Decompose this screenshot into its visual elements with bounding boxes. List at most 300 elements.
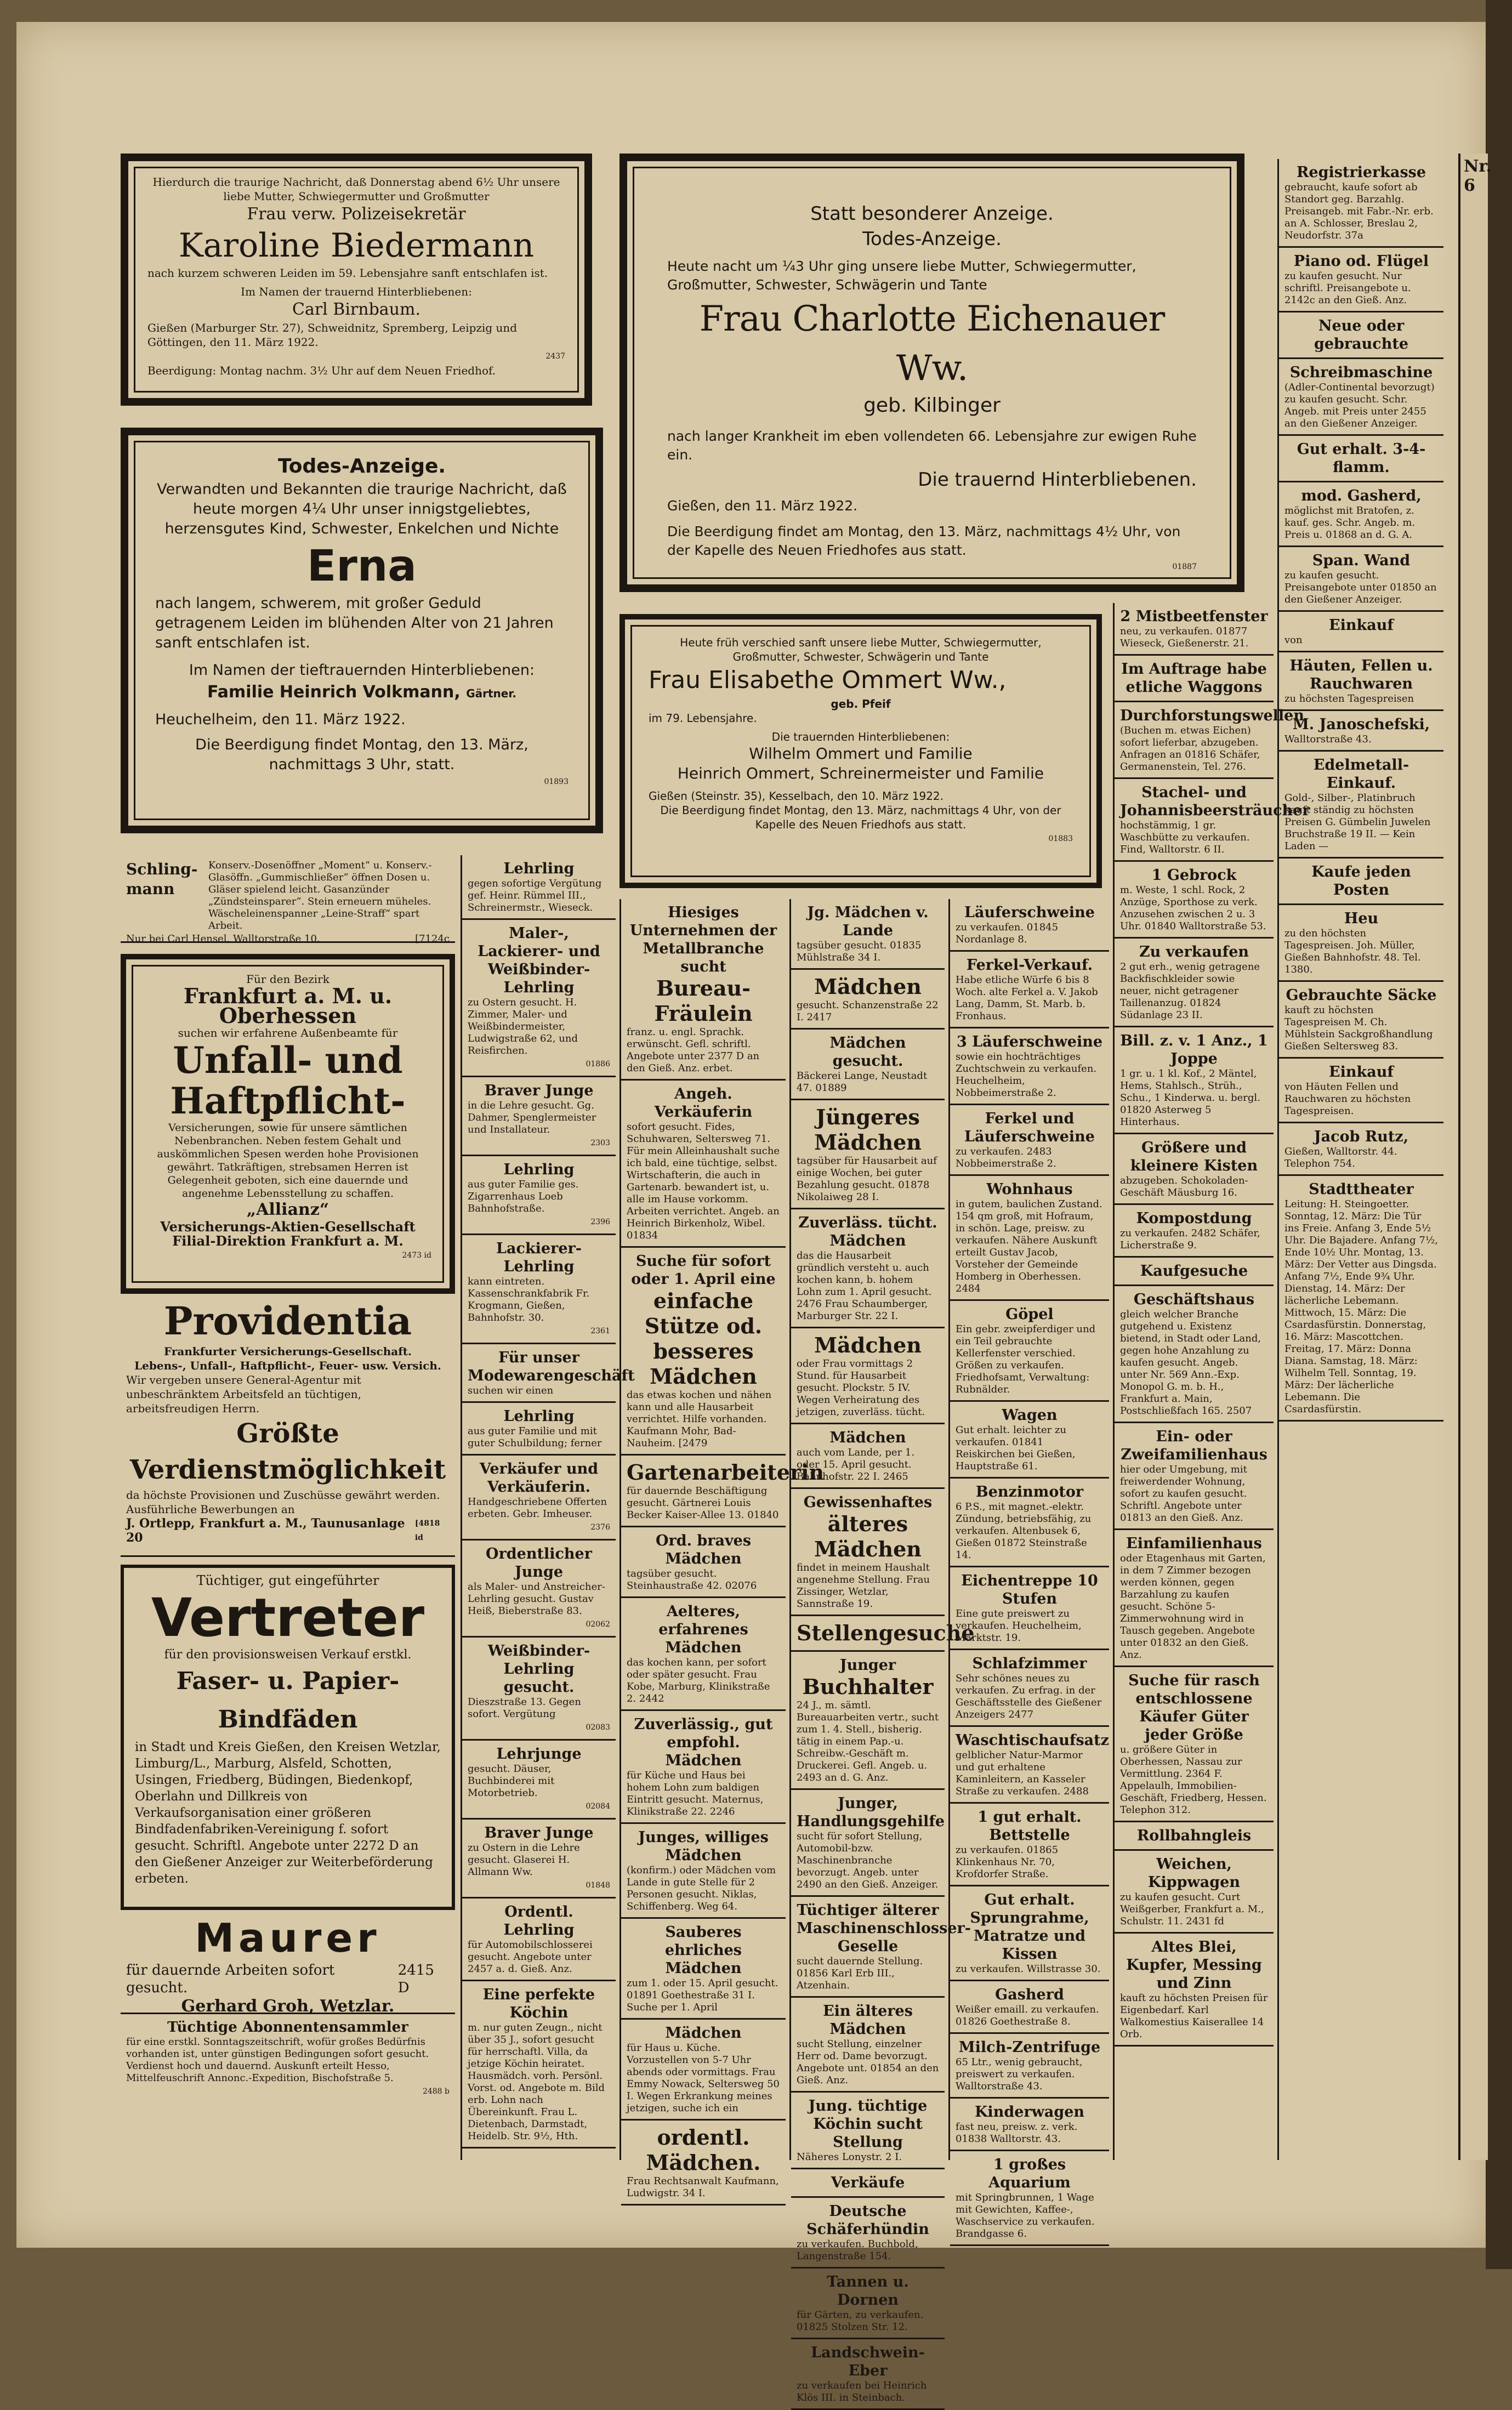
ad-head: Schling-mann xyxy=(126,860,198,898)
ad-head: Piano od. Flügel xyxy=(1293,253,1429,270)
ad-head: Jung. tüchtige Köchin sucht Stellung xyxy=(808,2098,928,2151)
classified-ad xyxy=(1115,702,1304,779)
ad-text: Weißer emaill. zu verkaufen. 01826 Goethestraße 8. xyxy=(956,2004,1099,2027)
classified-ad xyxy=(950,952,1109,1028)
classified-ad xyxy=(791,2169,945,2198)
classified-ad xyxy=(621,1711,786,1824)
classified-ad xyxy=(1279,482,1443,547)
ad-head: Gewissenhaftes xyxy=(803,1494,933,1511)
classified-ad xyxy=(621,1527,786,1598)
ad-big: Vertreter xyxy=(151,1587,425,1649)
ad-code: 01848 xyxy=(586,1881,610,1890)
ad-title: Tüchtige Abonnentensammler xyxy=(167,2019,408,2036)
ad-big: Stellengesuche xyxy=(797,1621,975,1645)
ad-text: tagsüber für Hausarbeit auf einige Wochen, bei guter Bezahlung gesucht. 01878 Nikolaiweg 28 I. xyxy=(797,1155,937,1203)
ad-head: Suche für rasch entschlossene Käufer Güter jeder Größe xyxy=(1128,1672,1260,1743)
ad-text: das etwas kochen und nähen kann und alle Hausarbeit verrichtet. Hilfe vorhanden. Kaufmann Mohr, Bad-Nauheim. [2479 xyxy=(627,1389,772,1449)
classified-ad xyxy=(1115,1822,1274,1851)
ad-text: zu verkaufen bei Heinrich Klös III. in Steinbach. xyxy=(797,2380,927,2403)
ad-head: Ein- oder Zweifamilienhaus xyxy=(1121,1428,1267,1463)
ad-big1: Unfall- und xyxy=(173,1039,403,1082)
ad-head: 1 großes Aquarium xyxy=(988,2156,1071,2191)
ad-head: Gasherd xyxy=(995,1986,1064,2003)
ad-head: Eine perfekte Köchin xyxy=(482,1986,595,2021)
classified-ad xyxy=(950,2151,1109,2246)
classified-ad xyxy=(791,899,945,970)
ad-head: Benzinmotor xyxy=(975,1483,1084,1500)
ad-text: m. nur guten Zeugn., nicht über 35 J., sofort gesucht für herrschaftl. Villa, da jetzige Köchin heiratet. Hausmädch. vorh. Persönl. Vorst. od. Angebote m. Bild erb. Lohn nach Übereinkunft. Frau L. Dietenbach, Darmstadt, Heidelb. Str. 9½, Hth. xyxy=(468,2022,605,2142)
ad-head: 2 Mistbeetfenster xyxy=(1120,608,1268,625)
notice-age: im 79. Lebensjahre. xyxy=(649,712,757,725)
ad-text: findet in meinem Haushalt angenehme Stellung. Frau Zissinger, Wetzlar, Sannstraße 19. xyxy=(797,1562,930,1610)
notice-name: Frau Charlotte Eichenauer Ww. xyxy=(699,299,1165,389)
classified-ad xyxy=(791,1616,975,1652)
ad-head: Kaufgesuche xyxy=(1140,1263,1248,1280)
ad-big: Bureau-Fräulein xyxy=(654,976,753,1026)
ad-code: 02084 xyxy=(586,1802,610,1811)
ad-head: Suche für sofort oder 1. April eine xyxy=(631,1253,776,1288)
ad-code: 2473 id xyxy=(402,1251,431,1260)
classified-ad xyxy=(791,1998,945,2093)
ad-text: für eine erstkl. Sonntagszeitschrift, wofür großes Bedürfnis vorhanden ist, unter günstigen Bedingungen sofort gesucht. Verdienst hoch und dauernd. Auskunft erteilt Hesso, Mittelfeuschrift Annonc.-Expedition, Bischofstraße 5. xyxy=(126,2036,429,2084)
classified-ad xyxy=(1115,779,1310,862)
ad-head: Mädchen gesucht. xyxy=(829,1035,906,1070)
ad-text: von Häuten Fellen und Rauchwaren zu höchsten Tagespreisen. xyxy=(1284,1081,1411,1117)
ad-text: zu verkaufen. 2482 Schäfer, Licherstraße 9. xyxy=(1120,1227,1260,1251)
ad-text: Gold-, Silber-, Platinbruch kauft ständig zu höchsten Preisen G. Gümbelin Juwelen Bruchstraße 19 II. — Kein Laden — xyxy=(1284,792,1431,852)
page-edge xyxy=(1486,0,1512,2269)
classified-ad xyxy=(1279,905,1443,982)
notice-funeral: Die Beerdigung findet am Montag, den 13. März, nachmittags 4½ Uhr, von der Kapelle des Neuen Friedhofes aus statt. xyxy=(667,524,1181,558)
ad-text: Handgeschriebene Offerten erbeten. Gebr. Imheuser. xyxy=(468,1496,607,1520)
ad-text: das kochen kann, per sofort oder später gesucht. Frau Kobe, Marburg, Klinikstraße 2. 2442 xyxy=(627,1657,770,1704)
classified-ad xyxy=(950,1479,1109,1567)
ad-text: sucht dauernde Stellung. 01856 Karl Erb III., Atzenhain. xyxy=(797,1956,923,1991)
classified-ad xyxy=(1279,711,1443,752)
classified-ad xyxy=(621,1598,786,1711)
classified-ad xyxy=(1115,1286,1274,1423)
ad-product: Faser- u. Papier-Bindfäden xyxy=(176,1667,400,1733)
classified-ad xyxy=(621,1456,825,1527)
classified-ad xyxy=(1279,859,1443,905)
ad-head: Gut erhalt. Sprungrahme, Matratze und Kissen xyxy=(970,1891,1089,1963)
ad-text: 6 P.S., mit magnet.-elektr. Zündung, betriebsfähig, zu verkaufen. Altenbusek 6, Gießen 01872 Steinstraße 14. xyxy=(956,1501,1092,1561)
ad-text: zu verkaufen. 2483 Nobbeimerstraße 2. xyxy=(956,1146,1056,1169)
ad-head: Providentia xyxy=(163,1298,412,1344)
notice-place: Heuchelheim, den 11. März 1922. xyxy=(155,711,406,728)
ad-head: Jacob Rutz, xyxy=(1314,1128,1409,1145)
notice-name: Erna xyxy=(307,542,417,591)
ad-head: Angeh. Verkäuferin xyxy=(654,1085,753,1121)
ad-head: Waschtischaufsatz xyxy=(956,1732,1109,1749)
ad-text: zu verkaufen. 01865 Klinkenhaus Nr. 70, Krofdorfer Straße. xyxy=(956,1844,1059,1880)
classified-ad xyxy=(950,1650,1109,1727)
ad-text: zum 1. oder 15. April gesucht. 01891 Goethestraße 31 I. Suche per 1. April xyxy=(627,1977,778,2013)
ad-head: 1 Gebrock xyxy=(1151,867,1237,884)
ad-head: mod. Gasherd, xyxy=(1301,487,1422,504)
classified-ad xyxy=(462,1638,616,1741)
ad-text: Dieszstraße 13. Gegen sofort. Vergütung xyxy=(468,1696,581,1720)
ad-head: Mädchen xyxy=(829,1429,906,1446)
ad-branches: Lebens-, Unfall-, Haftpflicht-, Feuer- usw. Versich. xyxy=(134,1359,441,1372)
ad-text: 65 Ltr., wenig gebraucht, preiswert zu verkaufen. Walltorstraße 43. xyxy=(956,2056,1083,2092)
classified-ad xyxy=(1279,159,1443,248)
ad-big: Mädchen xyxy=(814,974,922,999)
notice-name: Karoline Biedermann xyxy=(178,226,535,265)
ad-text: gesucht. Schanzenstraße 22 I. 2417 xyxy=(797,999,939,1023)
notice-funeral: Die Beerdigung findet Montag, den 13. März, nachmittags 3 Uhr, statt. xyxy=(195,736,528,773)
ad-head: Ferkel-Verkauf. xyxy=(966,957,1093,974)
classified-ad xyxy=(1279,359,1443,436)
ad-region: Frankfurt a. M. u. Oberhessen xyxy=(183,984,393,1028)
ad-text: gelblicher Natur-Marmor und gut erhaltene Kaminleitern, an Kasseler Straße zu verkaufen. 2488 xyxy=(956,1749,1089,1797)
classified-ad xyxy=(1279,248,1443,312)
ad-head: Junges, williges Mädchen xyxy=(638,1829,769,1864)
ad-text: zu den höchsten Tagespreisen. Joh. Müller, Gießen Bahnhofstr. 48. Tel. 1380. xyxy=(1284,928,1421,975)
ad-text: auch vom Lande, per 1. oder 15. April gesucht. Bahnhofstr. 22 I. 2465 xyxy=(797,1447,915,1482)
ad-code: [4818 id xyxy=(414,1519,440,1542)
ad-head: Maler-, Lackierer- und Weißbinder-Lehrling xyxy=(478,925,600,996)
column-1 xyxy=(121,855,455,2160)
ad-head: Schreibmaschine xyxy=(1289,364,1433,381)
ad-head: Braver Junge xyxy=(484,1824,594,1841)
ad-head: Ordentlicher Junge xyxy=(486,1545,592,1581)
ad-text: zu kaufen gesucht. Nur schriftl. Preisangebote u. 2142c an den Gieß. Anz. xyxy=(1284,270,1411,306)
ad-text: zu verkaufen. Buchbold, Langenstraße 154. xyxy=(797,2238,918,2262)
classified-ad xyxy=(621,899,786,1081)
ad-text: Habe etliche Würfe 6 bis 8 Woch. alte Ferkel a. V. Jakob Lang, Damm, St. Marb. b. Fronhaus. xyxy=(956,974,1098,1022)
ad-big: älteres Mädchen xyxy=(814,1511,922,1561)
notice-mourner: Familie Heinrich Volkmann, xyxy=(207,683,461,702)
ad-big: Maurer xyxy=(195,1915,381,1961)
ad-footer: Nur bei Carl Hensel, Walltorstraße 10. xyxy=(126,933,320,945)
ad-sub: für den provisionsweisen Verkauf erstkl. xyxy=(164,1648,412,1662)
classified-ad xyxy=(791,1424,945,1489)
ad-maurer xyxy=(121,1910,455,2014)
classified-ad xyxy=(621,1919,786,2020)
ad-big: Mädchen xyxy=(814,1333,922,1357)
next-page-strip xyxy=(1458,154,1492,2160)
notice-text: nach langem, schwerem, mit großer Geduld getragenem Leiden im blühenden Alter von 21 Jahren sanft entschlafen ist. xyxy=(155,595,554,651)
ad-text: sucht für sofort Stellung, Automobil-bzw. Maschinenbranche bevorzugt. Angeb. unter 2490 an den Gieß. Anzeiger. xyxy=(797,1831,939,1890)
ad-head: M. Janoschefski, xyxy=(1292,716,1430,733)
classified-ad xyxy=(950,1727,1109,1804)
ad-text: Gut erhalt. leichter zu verkaufen. 01841 Reiskirchen bei Gießen, Hauptstraße 61. xyxy=(956,1424,1076,1472)
ad-head: Größere und kleinere Kisten xyxy=(1130,1139,1258,1174)
ad-head: Junger xyxy=(839,1657,896,1674)
ad-text: u. größere Güter in Oberhessen, Nassau zur Vermittlung. 2364 F. Appelaulh, Immobilien-Geschäft, Friedberg, Hessen. Telephon 312. xyxy=(1120,1744,1267,1816)
classified-ad xyxy=(791,2093,945,2169)
classified-ad xyxy=(462,1820,616,1899)
notice-mourner-role: Gärtner. xyxy=(466,687,516,700)
ad-code: 02083 xyxy=(586,1723,610,1732)
ad-head: Lehrling xyxy=(503,1161,575,1178)
ad-text: für dauernde Beschäftigung gesucht. Gärtnerei Louis Becker Kaiser-Allee 13. 01840 xyxy=(627,1485,779,1521)
ad-code: 2376 xyxy=(590,1523,610,1532)
ad-head: Zuverläss. tücht. Mädchen xyxy=(798,1214,937,1249)
notice-code: 2437 xyxy=(545,352,565,361)
ad-sub: Frankfurter Versicherungs-Gesellschaft. xyxy=(163,1345,412,1358)
ad-head: Zu verkaufen xyxy=(1139,943,1249,960)
ad-text: oder Frau vormittags 2 Stund. für Hausarbeit gesucht. Plockstr. 5 IV. Wegen Verheiratung des jetzigen, zuverläss. tücht. xyxy=(797,1358,925,1418)
ad-head: Altes Blei, Kupfer, Messing und Zinn xyxy=(1126,1939,1262,1992)
notice-intro: Heute früh verschied sanft unsere liebe Mutter, Schwiegermutter, Großmutter, Schwester, Schwägerin und Tante xyxy=(680,636,1042,663)
notice-intro: Heute nacht um ¼3 Uhr ging unsere liebe Mutter, Schwiegermutter, Großmutter, Schwester, Schwägerin und Tante xyxy=(667,258,1136,293)
ad-head: Im Auftrage habe etliche Waggons xyxy=(1121,661,1267,696)
ad-text: das die Hausarbeit gründlich versteht u. auch kochen kann, b. hohem Lohn zum 1. April gesucht. 2476 Frau Schaumberger, Marburger Str. 22 I. xyxy=(797,1250,932,1322)
ad-head: Kaufe jeden Posten xyxy=(1311,863,1411,899)
classified-ad xyxy=(950,1301,1109,1402)
ad-company: Versicherungs-Aktien-Gesellschaft xyxy=(160,1219,416,1235)
next-page-number: Nr. 6 xyxy=(1464,157,1492,195)
ad-text: 2 gut erh., wenig getragene Backfischkleider sowie neuer, nicht getragener Taillenanzug. 01824 Südanlage 23 II. xyxy=(1120,961,1260,1021)
ad-head: Ferkel und Läuferschweine xyxy=(964,1110,1095,1145)
ad-top: Tüchtiger, gut eingeführter xyxy=(196,1573,379,1588)
classified-ad xyxy=(1115,862,1274,939)
ad-head: Einfamilienhaus xyxy=(1126,1535,1262,1552)
notice-intro: Hierdurch die traurige Nachricht, daß Donnerstag abend 6½ Uhr unsere liebe Mutter, Schwiegermutter und Großmutter xyxy=(152,175,560,203)
ad-text: Gießen, Walltorstr. 44. Telephon 754. xyxy=(1284,1146,1397,1169)
ad-brand: „Allianz“ xyxy=(246,1200,329,1219)
classified-ad xyxy=(1115,656,1274,702)
notice-funeral: Die Beerdigung findet Montag, den 13. März, nachmittags 4 Uhr, von der Kapelle des Neuen Friedhofs aus statt. xyxy=(660,804,1061,831)
ad-text: gegen sofortige Vergütung gef. Heinr. Rümmel III., Schreinermstr., Wieseck. xyxy=(468,878,602,913)
notice-pre: Frau verw. Polizeisekretär xyxy=(247,204,466,224)
ad-text: Wir vergeben unsere General-Agentur mit unbeschränktem Arbeitsfeld an tüchtigen, arbeitsfreudigen Herrn. xyxy=(126,1373,362,1415)
ad-head: Ord. braves Mädchen xyxy=(655,1532,752,1567)
classified-ad xyxy=(1279,612,1443,652)
classified-ad xyxy=(950,1105,1109,1176)
ad-big: Buchhalter xyxy=(802,1674,934,1699)
classified-ad xyxy=(1115,1851,1274,1934)
classified-ad xyxy=(462,1541,616,1638)
ad-head: Junger, Handlungsgehilfe xyxy=(797,1795,945,1830)
ad-head: Gut erhalt. 3-4-flamm. xyxy=(1297,441,1426,476)
notice-mourners-label: Die trauernden Hinterbliebenen: xyxy=(771,730,950,743)
ad-head: Ordentl. Lehrling xyxy=(503,1903,575,1939)
ad-text: für Küche und Haus bei hohem Lohn zum baldigen Eintritt gesucht. Maternus, Klinikstraße 22. 2246 xyxy=(627,1770,764,1817)
ad-text: von xyxy=(1284,634,1303,646)
ad-text: Sehr schönes neues zu verkaufen. Zu erfrag. in der Geschäftsstelle des Gießener Anzeigers 2477 xyxy=(956,1673,1102,1720)
ad-text: zu kaufen gesucht. Curt Weißgerber, Frankfurt a. M., Schulstr. 11. 2431 fd xyxy=(1120,1891,1264,1927)
column-7 xyxy=(1277,159,1443,2160)
classified-ad xyxy=(462,920,616,1077)
classified-ad xyxy=(1115,1258,1274,1286)
classified-ad xyxy=(791,1030,945,1100)
column-5 xyxy=(948,899,1109,2240)
ad-text: oder Etagenhaus mit Garten, in dem 7 Zimmer bezogen werden können, gegen Barzahlung zu kaufen gesucht. Schöne 5-Zimmerwohnung wird in Tausch gegeben. Angebote unter 01832 an den Gieß. Anz. xyxy=(1120,1553,1266,1661)
ad-big: Gartenarbeiterin xyxy=(627,1460,825,1485)
ad-big: einfache Stütze od. besseres Mädchen xyxy=(644,1288,763,1389)
classified-ad xyxy=(1279,1176,1443,1422)
notice-mourner-2: Heinrich Ommert, Schreinermeister und Familie xyxy=(677,764,1044,782)
ad-head: Verkäufe xyxy=(831,2174,905,2191)
classified-ad xyxy=(462,1741,616,1820)
ad-head: Milch-Zentrifuge xyxy=(958,2039,1101,2056)
ad-big: ordentl. Mädchen. xyxy=(646,2125,761,2175)
notice-born: geb. Kilbinger xyxy=(863,394,1001,417)
ad-text: aus guter Familie ges. Zigarrenhaus Loeb Bahnhofstraße. xyxy=(468,1179,579,1214)
classified-ad xyxy=(950,1402,1109,1479)
classified-ad xyxy=(1115,939,1274,1027)
classified-ad xyxy=(791,1652,945,1790)
ad-abonnenten xyxy=(121,2014,455,2118)
ad-head: Weichen, Kippwagen xyxy=(1148,1856,1240,1891)
classified-ad xyxy=(462,1156,616,1235)
ad-branch: Filial-Direktion Frankfurt a. M. xyxy=(172,1233,403,1249)
ad-head: Wagen xyxy=(1002,1407,1058,1424)
ad-head: Ein älteres Mädchen xyxy=(823,2003,913,2038)
classified-ad xyxy=(791,1328,945,1424)
notice-mourner: Carl Birnbaum. xyxy=(292,300,420,319)
ad-head: Läuferschweine xyxy=(964,904,1095,921)
classified-ad xyxy=(621,2020,786,2121)
ad-text: kann eintreten. Kassenschrankfabrik Fr. Krogmann, Gießen, Bahnhofstr. 30. xyxy=(468,1276,590,1323)
column-4 xyxy=(789,899,975,2403)
ad-head: Gebrauchte Säcke xyxy=(1286,987,1437,1004)
ad-head: Heu xyxy=(1344,910,1379,927)
ad-head: Lehrjunge xyxy=(496,1746,582,1763)
notice-name: Frau Elisabethe Ommert Ww., xyxy=(649,666,1007,694)
ad-text: (konfirm.) oder Mädchen vom Lande in gute Stelle für 2 Personen gesucht. Niklas, Schiffenberg. Weg 64. xyxy=(627,1865,776,1912)
ad-head: Lackierer-Lehrling xyxy=(496,1240,582,1275)
ad-code: 2488 b xyxy=(422,2087,450,2096)
ad-text: sofort gesucht. Fides, Schuhwaren, Seltersweg 71. Für mein Alleinhaushalt suche ich bald, eine tüchtige, selbst. Wirtschafterin, die auch in Gartenarb. bewandert ist, u. alle im Hause vorkomm. Arbeiten verrichtet. Angeb. an Heinrich Birkenholz, Wibel. 01834 xyxy=(627,1121,780,1241)
classified-ad xyxy=(791,2339,945,2410)
ad-code: 02062 xyxy=(586,1620,610,1629)
classified-ad xyxy=(1115,1667,1274,1822)
ad-text: zu verkaufen. Willstrasse 30. xyxy=(956,1963,1101,1975)
notice-place: Gießen (Steinstr. 35), Kesselbach, den 10. März 1922. xyxy=(649,789,944,803)
ad-head: Einkauf xyxy=(1329,617,1394,634)
notice-intro: Verwandten und Bekannten die traurige Nachricht, daß heute morgen 4¼ Uhr unser innigstgeliebtes, herzensgutes Kind, Schwester, Enkelchen und Nichte xyxy=(157,481,567,537)
notice-mourners-label: Im Namen der trauernd Hinterbliebenen: xyxy=(241,285,472,298)
ad-head: Kinderwagen xyxy=(974,2104,1085,2121)
ad-head: Tüchtiger älterer Maschinenschlosser-Geselle xyxy=(797,1902,971,1955)
ad-head: Durchforstungswellen xyxy=(1120,707,1304,724)
classified-ad xyxy=(462,1899,616,1981)
classified-ad xyxy=(791,2269,945,2339)
notice-funeral: Beerdigung: Montag nachm. 3½ Uhr auf dem Neuen Friedhof. xyxy=(147,364,496,377)
ad-schlingmann xyxy=(121,855,455,943)
classified-ad xyxy=(462,1403,616,1456)
ad-text: suchen wir einen xyxy=(468,1385,554,1396)
ad-head: Registrierkasse xyxy=(1296,164,1426,181)
ad-text: 24 J., m. sämtl. Bureauarbeiten vertr., sucht zum 1. 4. Stell., bisherig. tätig in einem Pap.-u. Schreibw.-Geschäft m. Druckerei. Gefl. Angeb. u. 2493 an d. G. Anz. xyxy=(797,1699,939,1783)
ad-text: hier oder Umgebung, mit freiwerdender Wohnung, sofort zu kaufen gesucht. Schriftl. Angebote unter 01813 an den Gieß. Anz. xyxy=(1120,1464,1247,1524)
notice-ommert xyxy=(619,614,1102,888)
ad-text: sowie ein hochträchtiges Zuchtschwein zu verkaufen. Heuchelheim, Nobbeimerstraße 2. xyxy=(956,1051,1097,1099)
classified-ad xyxy=(1279,1123,1443,1176)
ad-big2: Haftpflicht- xyxy=(170,1079,406,1122)
ad-text: Konserv.-Dosenöffner „Moment“ u. Konserv.-Glasöffn. „Gummischließer“ öffnen Dosen u. Gläser spielend leicht. Gasanzünder „Zündsteinsparer“. Stein erneuern müheles. Wäscheleinenspanner „Leine-Straff“ spart Arbeit. xyxy=(208,860,432,931)
classified-ad xyxy=(462,855,616,920)
ad-firm: Gerhard Groh, Wetzlar. xyxy=(181,1997,395,2016)
classified-ad xyxy=(950,1176,1109,1301)
ad-sub: suchen wir erfahrene Außenbeamte für xyxy=(178,1026,398,1039)
ad-text: Frau Rechtsanwalt Kaufmann, Ludwigstr. 34 I. xyxy=(627,2175,779,2199)
classified-ad xyxy=(1279,436,1443,482)
ad-head: Kompostdung xyxy=(1136,1210,1252,1227)
ad-vertreter xyxy=(121,1565,455,1910)
classified-ad xyxy=(1115,1423,1274,1530)
classified-ad xyxy=(950,1886,1109,1981)
ad-text: tagsüber gesucht. 01835 Mühlstraße 34 I. xyxy=(797,940,922,963)
ad-text: gebraucht, kaufe sofort ab Standort geg. Barzahlg. Preisangeb. mit Fabr.-Nr. erb. an A. Schlosser, Breslau 2, Neudorfstr. 37a xyxy=(1284,181,1434,241)
ad-text: kauft zu höchsten Preisen für Eigenbedarf. Karl Walkomestius Kaiserallee 14 Orb. xyxy=(1120,1992,1268,2040)
classified-ad xyxy=(791,1209,945,1328)
ad-text: sucht Stellung, einzelner Herr od. Dame bevorzugt. Angebote unt. 01854 an den Gieß. Anz. xyxy=(797,2038,939,2086)
classified-ad xyxy=(462,1981,616,2148)
notice-pre2: Todes-Anzeige. xyxy=(862,228,1002,250)
classified-ad xyxy=(950,1804,1109,1886)
classified-ad xyxy=(1115,1134,1274,1205)
ad-text: (Buchen m. etwas Eichen) sofort lieferbar, abzugeben. Anfragen an 01816 Schäfer, Germanenstein, Tel. 276. xyxy=(1120,725,1260,772)
ad-code: 01886 xyxy=(586,1060,610,1068)
classified-ad xyxy=(1115,603,1274,656)
ad-head: Tannen u. Dornen xyxy=(827,2273,909,2309)
ad-head: Aelteres, erfahrenes Mädchen xyxy=(658,1603,748,1656)
ad-head: Schlafzimmer xyxy=(972,1655,1087,1672)
classified-ad xyxy=(791,1897,971,1998)
ad-code: 2396 xyxy=(590,1218,610,1226)
ad-text: zu Ostern gesucht. H. Zimmer, Maler- und Weißbindermeister, Ludwigstraße 62, und Reisfirchen. xyxy=(468,997,578,1056)
classified-ad xyxy=(950,2099,1109,2151)
ad-head: Hiesiges Unternehmen der Metallbranche sucht xyxy=(629,904,777,975)
ad-text2: da höchste Provisionen und Zuschüsse gewährt werden. Ausführliche Bewerbungen an xyxy=(126,1488,440,1516)
ad-text: abzugeben. Schokoladen-Geschäft Mäusburg 16. xyxy=(1120,1175,1248,1198)
classified-ad xyxy=(950,899,1109,952)
notice-eichenauer xyxy=(619,154,1244,592)
ad-head: Rollbahngleis xyxy=(1136,1827,1252,1844)
ad-allianz xyxy=(121,954,455,1294)
ad-text: für Haus u. Küche. Vorzustellen von 5-7 Uhr abends oder vormittags. Frau Emmy Nowack, Seltersweg 50 I. Wegen Erkrankung meines jetzigen, suche ich ein xyxy=(627,2042,780,2114)
classified-ad xyxy=(1115,1205,1274,1258)
ad-head: Bill. z. v. 1 Anz., 1 Joppe xyxy=(1120,1032,1268,1067)
classified-ad xyxy=(791,1100,945,1209)
classified-ad xyxy=(791,2198,945,2269)
notice-code: 01887 xyxy=(1172,562,1197,571)
ad-head: 3 Läuferschweine xyxy=(956,1033,1103,1050)
notice-born: geb. Pfeif xyxy=(831,697,891,711)
classified-ad xyxy=(950,1981,1109,2034)
ad-text: zu verkaufen. 01845 Nordanlage 8. xyxy=(956,922,1059,945)
ad-head: Für unser Modewarengeschäft xyxy=(468,1349,635,1384)
ad-head: Neue oder gebrauchte xyxy=(1314,317,1408,353)
ad-text: in Stadt und Kreis Gießen, den Kreisen Wetzlar, Limburg/L., Marburg, Alsfeld, Schotten, Usingen, Friedberg, Büdingen, Biedenkopf, Oberlahn und Dillkreis von Verkaufsorganisation einer größeren Bindfadenfabriken-Vereinigung f. sofort gesucht. Schriftl. Angebote unter 2272 D an den Gießener Anzeiger zur Weiterbeförderung erbeten. xyxy=(135,1740,441,1886)
ad-text: für dauernde Arbeiten sofort gesucht. xyxy=(126,1962,335,1996)
notice-mourner-1: Wilhelm Ommert und Familie xyxy=(749,744,973,763)
classified-ad xyxy=(1115,1027,1274,1134)
ad-head: Wohnhaus xyxy=(986,1181,1073,1198)
ad-text: tagsüber gesucht. Steinhaustraße 42. 02076 xyxy=(627,1568,757,1591)
ad-text: hochstämmig, 1 gr. Waschbütte zu verkaufen. Find, Walltorstr. 6 II. xyxy=(1120,820,1250,855)
ad-text: als Maler- und Anstreicher-Lehrling gesucht. Gustav Heiß, Bieberstraße 83. xyxy=(468,1581,605,1617)
ad-text: Bäckerei Lange, Neustadt 47. 01889 xyxy=(797,1070,928,1094)
classified-ad xyxy=(1115,1934,1274,2047)
notice-erna xyxy=(121,428,603,833)
ad-head: Einkauf xyxy=(1329,1064,1394,1081)
ad-head: Braver Junge xyxy=(484,1082,594,1099)
classified-ad xyxy=(791,1790,945,1897)
ad-head: Stachel- und Johannisbeersträucher xyxy=(1120,784,1310,819)
ad-head: Eichentreppe 10 Stufen xyxy=(961,1572,1098,1607)
ad-head: Verkäufer und Verkäuferin. xyxy=(479,1460,599,1496)
ad-top: Für den Bezirk xyxy=(246,973,329,986)
ad-big: Jüngeres Mädchen xyxy=(814,1105,922,1155)
classified-ad xyxy=(462,1456,616,1541)
classified-ad xyxy=(1115,1530,1274,1667)
